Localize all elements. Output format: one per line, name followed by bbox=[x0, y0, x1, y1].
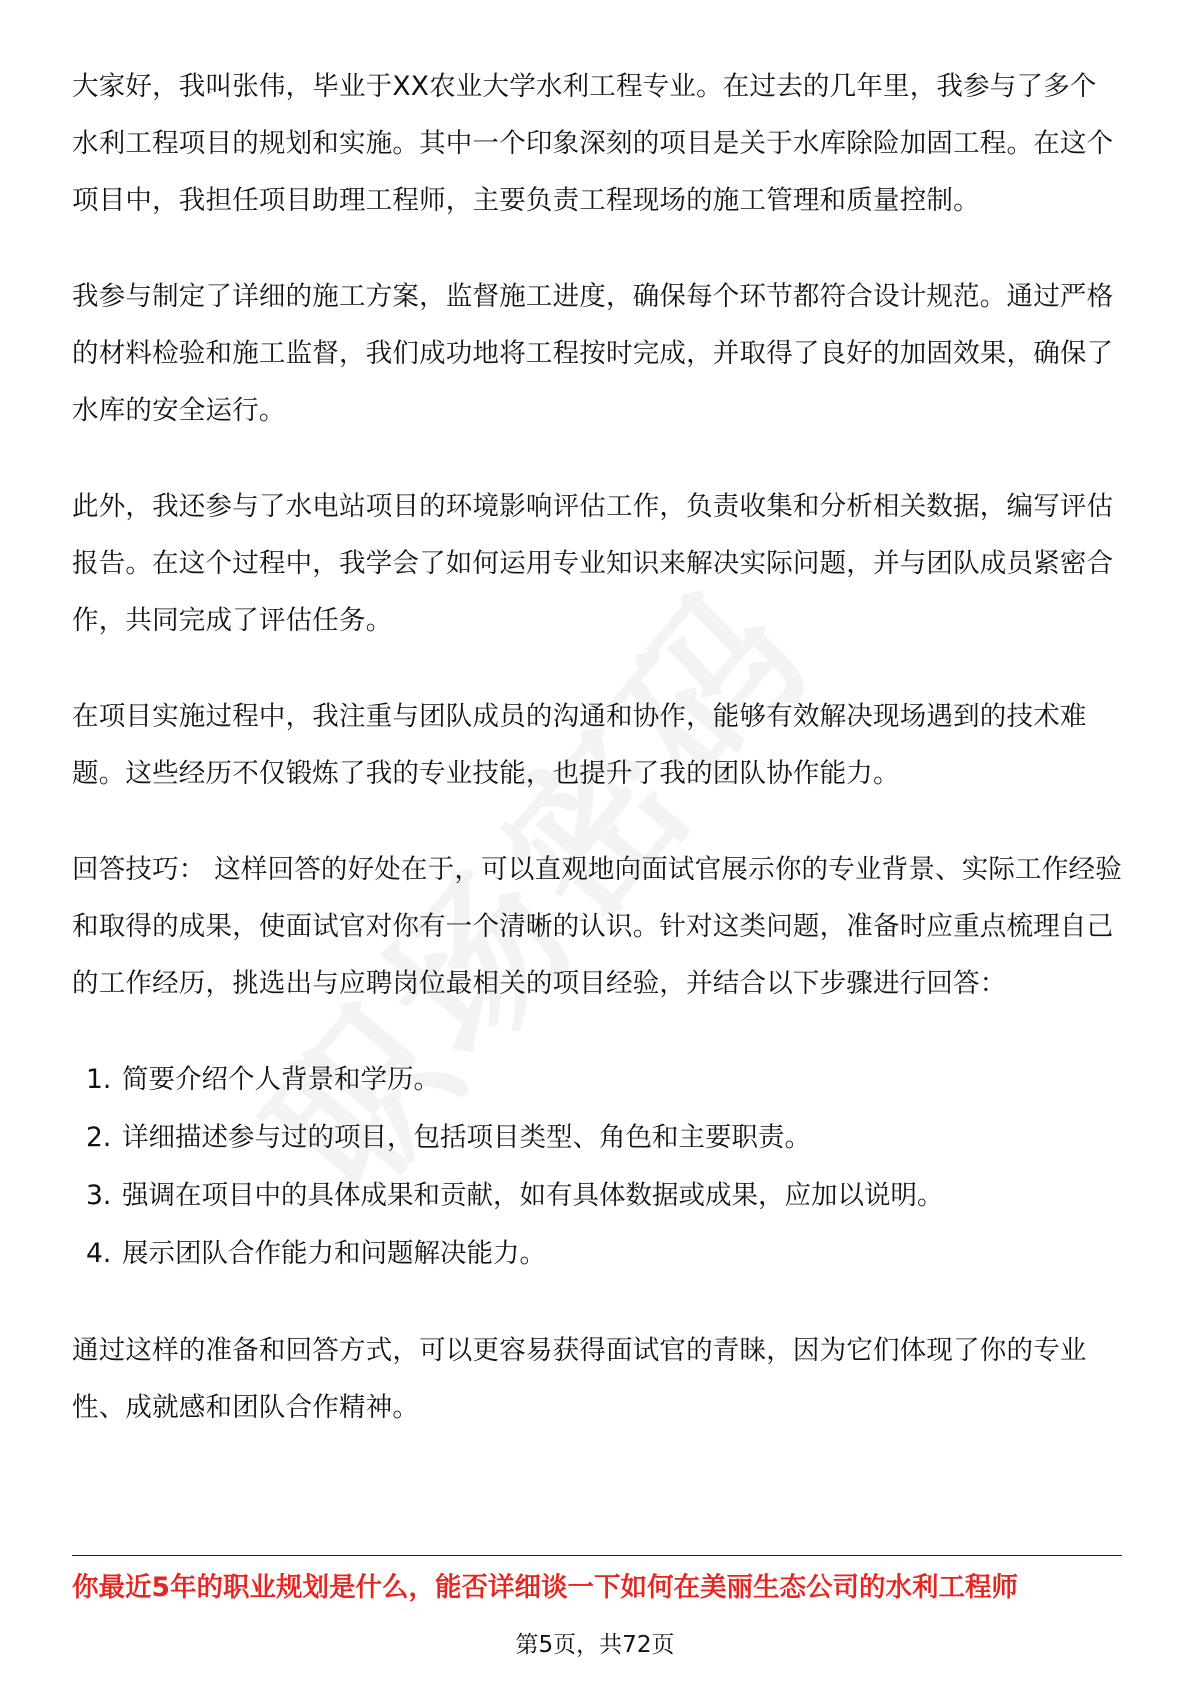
list-number: 4. bbox=[86, 1238, 112, 1269]
list-item bbox=[72, 1109, 1122, 1167]
next-question-heading: 你最近5年的职业规划是什么，能否详细谈一下如何在美丽生态公司的水利工程师 bbox=[72, 1572, 1018, 1603]
steps-list bbox=[72, 1051, 1122, 1283]
list-text: 强调在项目中的具体成果和贡献，如有具体数据或成果，应加以说明。 bbox=[122, 1180, 944, 1211]
list-item bbox=[72, 1167, 1122, 1225]
paragraph-construction: 我参与制定了详细的施工方案，监督施工进度，确保每个环节都符合设计规范。通过严格的材料检验和施工监督，我们成功地将工程按时完成，并取得了良好的加固效果，确保了水库的安全运行。 bbox=[72, 281, 1114, 426]
list-number: 1. bbox=[86, 1064, 112, 1095]
list-number: 3. bbox=[86, 1180, 112, 1211]
list-number: 2. bbox=[86, 1122, 112, 1153]
answer-content bbox=[72, 58, 1122, 1475]
list-text: 展示团队合作能力和问题解决能力。 bbox=[122, 1238, 546, 1269]
paragraph-intro: 大家好，我叫张伟，毕业于XX农业大学水利工程专业。在过去的几年里，我参与了多个水利工程项目的规划和实施。其中一个印象深刻的项目是关于水库除险加固工程。在这个项目中，我担任项目助理工程师，主要负责工程现场的施工管理和质量控制。 bbox=[72, 71, 1114, 216]
paragraph-closing: 通过这样的准备和回答方式，可以更容易获得面试官的青睐，因为它们体现了你的专业性、成就感和团队合作精神。 bbox=[72, 1335, 1087, 1423]
list-text: 简要介绍个人背景和学历。 bbox=[122, 1064, 440, 1095]
list-item bbox=[72, 1225, 1122, 1283]
paragraph-assessment: 此外，我还参与了水电站项目的环境影响评估工作，负责收集和分析相关数据，编写评估报告。在这个过程中，我学会了如何运用专业知识来解决实际问题，并与团队成员紧密合作，共同完成了评估任务。 bbox=[72, 491, 1114, 636]
list-item bbox=[72, 1051, 1122, 1109]
list-text: 详细描述参与过的项目，包括项目类型、角色和主要职责。 bbox=[122, 1122, 811, 1153]
section-divider bbox=[72, 1555, 1122, 1556]
paragraph-tips: 回答技巧： 这样回答的好处在于，可以直观地向面试官展示你的专业背景、实际工作经验和取得的成果，使面试官对你有一个清晰的认识。针对这类问题，准备时应重点梳理自己的工作经历，挑选出与应聘岗位最相关的项目经验，并结合以下步骤进行回答： bbox=[72, 854, 1122, 999]
paragraph-teamwork: 在项目实施过程中，我注重与团队成员的沟通和协作，能够有效解决现场遇到的技术难题。这些经历不仅锻炼了我的专业技能，也提升了我的团队协作能力。 bbox=[72, 701, 1087, 789]
page-footer: 第5页，共72页 bbox=[515, 1632, 675, 1658]
